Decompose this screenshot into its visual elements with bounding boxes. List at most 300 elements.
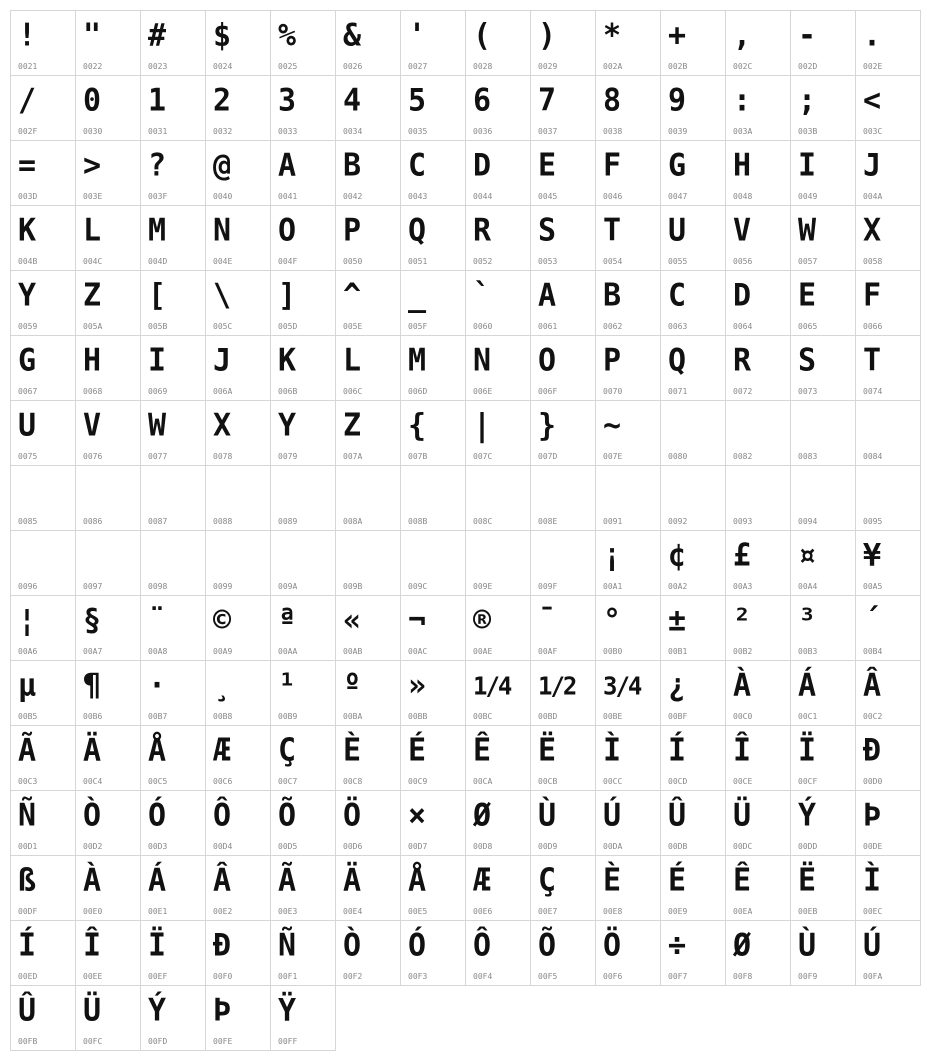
glyph-cell xyxy=(595,465,661,531)
glyph-codepoint: 0022 xyxy=(83,62,103,71)
glyph-codepoint: 00A4 xyxy=(798,582,818,591)
glyph-character: Y xyxy=(18,277,35,314)
glyph-codepoint: 0044 xyxy=(473,192,493,201)
glyph-cell xyxy=(140,725,206,791)
glyph-cell xyxy=(855,400,921,466)
glyph-character: ) xyxy=(538,17,555,54)
glyph-character: : xyxy=(733,82,750,119)
glyph-cell xyxy=(400,725,466,791)
glyph-codepoint: 00B1 xyxy=(668,647,688,656)
glyph-cell xyxy=(140,855,206,921)
glyph-cell xyxy=(270,465,336,531)
glyph-codepoint: 0078 xyxy=(213,452,233,461)
glyph-character: ¤ xyxy=(798,537,815,574)
glyph-character: ± xyxy=(668,602,685,639)
glyph-cell xyxy=(335,595,401,661)
glyph-character: W xyxy=(798,212,815,249)
glyph-cell xyxy=(725,140,791,206)
glyph-codepoint: 00B6 xyxy=(83,712,103,721)
glyph-codepoint: 00BC xyxy=(473,712,493,721)
glyph-codepoint: 00EC xyxy=(863,907,883,916)
glyph-cell xyxy=(140,920,206,986)
glyph-character: Z xyxy=(83,277,100,314)
glyph-character: P xyxy=(343,212,360,249)
glyph-cell xyxy=(855,270,921,336)
glyph-codepoint: 00AA xyxy=(278,647,298,656)
glyph-cell xyxy=(270,595,336,661)
glyph-codepoint: 006A xyxy=(213,387,233,396)
glyph-character: Á xyxy=(148,862,165,899)
glyph-character: Þ xyxy=(213,992,230,1029)
glyph-codepoint: 00BE xyxy=(603,712,623,721)
glyph-character: ³ xyxy=(798,602,815,639)
glyph-character: Ë xyxy=(538,732,555,769)
glyph-character: Ä xyxy=(83,732,100,769)
glyph-cell xyxy=(855,10,921,76)
glyph-codepoint: 00C3 xyxy=(18,777,38,786)
glyph-cell xyxy=(530,10,596,76)
glyph-cell xyxy=(335,855,401,921)
glyph-codepoint: 00F9 xyxy=(798,972,818,981)
glyph-cell xyxy=(270,725,336,791)
glyph-character: Đ xyxy=(863,732,880,769)
glyph-cell xyxy=(790,660,856,726)
glyph-cell xyxy=(400,10,466,76)
glyph-character: Ó xyxy=(148,797,165,834)
glyph-codepoint: 0058 xyxy=(863,257,883,266)
glyph-cell xyxy=(465,855,531,921)
glyph-cell xyxy=(660,725,726,791)
glyph-character: R xyxy=(473,212,490,249)
glyph-codepoint: 006F xyxy=(538,387,558,396)
glyph-cell xyxy=(270,75,336,141)
glyph-character: < xyxy=(863,82,880,119)
glyph-character: ] xyxy=(278,277,295,314)
glyph-character: I xyxy=(148,342,165,379)
glyph-character: M xyxy=(408,342,425,379)
glyph-cell xyxy=(595,725,661,791)
glyph-cell xyxy=(530,335,596,401)
glyph-codepoint: 00B0 xyxy=(603,647,623,656)
glyph-codepoint: 002B xyxy=(668,62,688,71)
glyph-cell xyxy=(660,660,726,726)
glyph-character: & xyxy=(343,17,360,54)
glyph-codepoint: 006B xyxy=(278,387,298,396)
glyph-codepoint: 00F3 xyxy=(408,972,428,981)
glyph-codepoint: 0026 xyxy=(343,62,363,71)
glyph-codepoint: 00D5 xyxy=(278,842,298,851)
glyph-cell xyxy=(660,790,726,856)
glyph-character: W xyxy=(148,407,165,444)
glyph-character: C xyxy=(408,147,425,184)
glyph-codepoint: 0038 xyxy=(603,127,623,136)
glyph-codepoint: 0051 xyxy=(408,257,428,266)
glyph-codepoint: 006C xyxy=(343,387,363,396)
glyph-character: A xyxy=(278,147,295,184)
glyph-cell xyxy=(595,400,661,466)
glyph-cell xyxy=(790,530,856,596)
glyph-cell xyxy=(725,725,791,791)
glyph-codepoint: 0036 xyxy=(473,127,493,136)
glyph-codepoint: 00AE xyxy=(473,647,493,656)
glyph-codepoint: 0075 xyxy=(18,452,38,461)
glyph-cell xyxy=(140,985,206,1051)
glyph-codepoint: 0023 xyxy=(148,62,168,71)
glyph-codepoint: 00CC xyxy=(603,777,623,786)
glyph-codepoint: 0053 xyxy=(538,257,558,266)
glyph-codepoint: 00C5 xyxy=(148,777,168,786)
glyph-codepoint: 00BB xyxy=(408,712,428,721)
glyph-character: - xyxy=(798,17,815,54)
glyph-cell xyxy=(595,530,661,596)
glyph-cell xyxy=(855,465,921,531)
glyph-codepoint: 0041 xyxy=(278,192,298,201)
glyph-cell xyxy=(205,335,271,401)
glyph-cell xyxy=(335,530,401,596)
glyph-cell xyxy=(465,270,531,336)
glyph-cell xyxy=(530,465,596,531)
glyph-cell xyxy=(140,10,206,76)
glyph-character: © xyxy=(213,602,230,639)
glyph-codepoint: 002E xyxy=(863,62,883,71)
glyph-codepoint: 00BD xyxy=(538,712,558,721)
glyph-character: E xyxy=(798,277,815,314)
glyph-cell xyxy=(725,920,791,986)
glyph-codepoint: 00B3 xyxy=(798,647,818,656)
glyph-cell xyxy=(75,790,141,856)
glyph-codepoint: 0089 xyxy=(278,517,298,526)
glyph-cell xyxy=(75,140,141,206)
glyph-character: ! xyxy=(18,17,35,54)
glyph-character: K xyxy=(278,342,295,379)
glyph-codepoint: 00CF xyxy=(798,777,818,786)
glyph-codepoint: 00D0 xyxy=(863,777,883,786)
glyph-cell xyxy=(465,75,531,141)
glyph-codepoint: 008C xyxy=(473,517,493,526)
glyph-character: Y xyxy=(278,407,295,444)
glyph-cell xyxy=(725,400,791,466)
glyph-codepoint: 004E xyxy=(213,257,233,266)
glyph-cell xyxy=(75,725,141,791)
glyph-codepoint: 00ED xyxy=(18,972,38,981)
glyph-codepoint: 0094 xyxy=(798,517,818,526)
glyph-character: " xyxy=(83,17,100,54)
glyph-cell xyxy=(660,595,726,661)
glyph-codepoint: 00EA xyxy=(733,907,753,916)
glyph-character: E xyxy=(538,147,555,184)
glyph-codepoint: 0024 xyxy=(213,62,233,71)
glyph-codepoint: 0033 xyxy=(278,127,298,136)
glyph-cell xyxy=(140,335,206,401)
glyph-codepoint: 00BA xyxy=(343,712,363,721)
glyph-cell xyxy=(465,595,531,661)
glyph-cell xyxy=(400,595,466,661)
glyph-cell xyxy=(335,790,401,856)
glyph-cell xyxy=(205,140,271,206)
glyph-cell xyxy=(270,335,336,401)
glyph-character: Ø xyxy=(473,797,490,834)
glyph-character: É xyxy=(408,732,425,769)
glyph-character: M xyxy=(148,212,165,249)
glyph-character: Ÿ xyxy=(278,992,295,1029)
glyph-codepoint: 00DE xyxy=(863,842,883,851)
glyph-codepoint: 004A xyxy=(863,192,883,201)
glyph-character: Ã xyxy=(18,732,35,769)
glyph-cell xyxy=(790,595,856,661)
glyph-codepoint: 005C xyxy=(213,322,233,331)
glyph-character: D xyxy=(733,277,750,314)
glyph-codepoint: 00DB xyxy=(668,842,688,851)
glyph-codepoint: 0054 xyxy=(603,257,623,266)
glyph-codepoint: 0093 xyxy=(733,517,753,526)
glyph-cell xyxy=(855,660,921,726)
glyph-cell xyxy=(530,205,596,271)
glyph-cell xyxy=(140,205,206,271)
glyph-cell xyxy=(400,920,466,986)
glyph-codepoint: 00E4 xyxy=(343,907,363,916)
glyph-codepoint: 00CE xyxy=(733,777,753,786)
glyph-codepoint: 0074 xyxy=(863,387,883,396)
glyph-cell xyxy=(790,465,856,531)
glyph-codepoint: 0029 xyxy=(538,62,558,71)
glyph-cell xyxy=(75,530,141,596)
glyph-character: 9 xyxy=(668,82,685,119)
glyph-codepoint: 00B9 xyxy=(278,712,298,721)
glyph-character: Æ xyxy=(213,732,230,769)
glyph-codepoint: 0083 xyxy=(798,452,818,461)
glyph-cell xyxy=(400,790,466,856)
glyph-cell xyxy=(530,920,596,986)
glyph-cell xyxy=(75,270,141,336)
glyph-character: ¡ xyxy=(603,537,620,574)
glyph-codepoint: 00B8 xyxy=(213,712,233,721)
glyph-cell xyxy=(530,270,596,336)
glyph-character: Î xyxy=(83,927,100,964)
glyph-codepoint: 0069 xyxy=(148,387,168,396)
glyph-character: Â xyxy=(863,667,880,704)
glyph-cell xyxy=(595,205,661,271)
glyph-codepoint: 00D8 xyxy=(473,842,493,851)
glyph-codepoint: 00BF xyxy=(668,712,688,721)
glyph-character: / xyxy=(18,82,35,119)
glyph-cell xyxy=(75,855,141,921)
glyph-codepoint: 00CB xyxy=(538,777,558,786)
glyph-character: È xyxy=(343,732,360,769)
glyph-character: Ò xyxy=(343,927,360,964)
glyph-codepoint: 003C xyxy=(863,127,883,136)
glyph-codepoint: 00EF xyxy=(148,972,168,981)
glyph-character: Ó xyxy=(408,927,425,964)
glyph-character: J xyxy=(863,147,880,184)
glyph-cell xyxy=(270,855,336,921)
glyph-character: Ö xyxy=(603,927,620,964)
glyph-codepoint: 00AF xyxy=(538,647,558,656)
glyph-character: Ï xyxy=(148,927,165,964)
glyph-cell xyxy=(400,335,466,401)
glyph-codepoint: 003F xyxy=(148,192,168,201)
glyph-cell xyxy=(140,75,206,141)
glyph-codepoint: 007B xyxy=(408,452,428,461)
glyph-cell xyxy=(335,660,401,726)
glyph-character: Ô xyxy=(213,797,230,834)
glyph-character: Å xyxy=(408,862,425,899)
glyph-codepoint: 0096 xyxy=(18,582,38,591)
glyph-character: £ xyxy=(733,537,750,574)
glyph-codepoint: 0068 xyxy=(83,387,103,396)
glyph-cell xyxy=(465,400,531,466)
glyph-cell xyxy=(530,75,596,141)
glyph-character: Ê xyxy=(473,732,490,769)
glyph-codepoint: 0059 xyxy=(18,322,38,331)
glyph-codepoint: 00F6 xyxy=(603,972,623,981)
glyph-codepoint: 00C1 xyxy=(798,712,818,721)
glyph-character: ² xyxy=(733,602,750,639)
glyph-cell xyxy=(790,75,856,141)
glyph-cell xyxy=(790,855,856,921)
glyph-cell xyxy=(140,270,206,336)
glyph-cell xyxy=(725,660,791,726)
glyph-character: [ xyxy=(148,277,165,314)
glyph-codepoint: 00FC xyxy=(83,1037,103,1046)
glyph-character: B xyxy=(603,277,620,314)
glyph-cell xyxy=(660,75,726,141)
glyph-character: S xyxy=(538,212,555,249)
glyph-codepoint: 00E7 xyxy=(538,907,558,916)
glyph-character: Ü xyxy=(83,992,100,1029)
glyph-codepoint: 005E xyxy=(343,322,363,331)
glyph-character: Q xyxy=(668,342,685,379)
glyph-codepoint: 00B7 xyxy=(148,712,168,721)
glyph-character: Û xyxy=(668,797,685,834)
glyph-character: Ò xyxy=(83,797,100,834)
glyph-codepoint: 0047 xyxy=(668,192,688,201)
glyph-character: J xyxy=(213,342,230,379)
glyph-cell xyxy=(725,790,791,856)
glyph-character: Ù xyxy=(538,797,555,834)
glyph-codepoint: 00E9 xyxy=(668,907,688,916)
glyph-character: § xyxy=(83,602,100,639)
glyph-cell xyxy=(140,140,206,206)
glyph-character: 5 xyxy=(408,82,425,119)
glyph-cell xyxy=(595,270,661,336)
glyph-codepoint: 00E6 xyxy=(473,907,493,916)
glyph-character: ® xyxy=(473,602,490,639)
glyph-cell xyxy=(725,530,791,596)
glyph-cell xyxy=(400,205,466,271)
glyph-cell xyxy=(855,855,921,921)
glyph-character: È xyxy=(603,862,620,899)
glyph-codepoint: 0060 xyxy=(473,322,493,331)
glyph-cell xyxy=(465,205,531,271)
glyph-character: Ç xyxy=(538,862,555,899)
glyph-codepoint: 00AB xyxy=(343,647,363,656)
glyph-character: ¥ xyxy=(863,537,880,574)
glyph-cell xyxy=(660,270,726,336)
glyph-codepoint: 00FA xyxy=(863,972,883,981)
glyph-codepoint: 00E1 xyxy=(148,907,168,916)
glyph-codepoint: 0070 xyxy=(603,387,623,396)
glyph-character: ° xyxy=(603,602,620,639)
glyph-cell xyxy=(10,10,76,76)
glyph-character: ` xyxy=(473,277,490,314)
glyph-character: Ì xyxy=(603,732,620,769)
glyph-cell xyxy=(75,335,141,401)
glyph-character: × xyxy=(408,797,425,834)
glyph-codepoint: 0065 xyxy=(798,322,818,331)
glyph-cell xyxy=(400,465,466,531)
glyph-character: Ì xyxy=(863,862,880,899)
glyph-codepoint: 00D3 xyxy=(148,842,168,851)
glyph-cell xyxy=(465,10,531,76)
glyph-codepoint: 00B2 xyxy=(733,647,753,656)
glyph-cell xyxy=(10,140,76,206)
glyph-codepoint: 00D1 xyxy=(18,842,38,851)
glyph-cell xyxy=(10,595,76,661)
glyph-codepoint: 00E8 xyxy=(603,907,623,916)
glyph-codepoint: 00F0 xyxy=(213,972,233,981)
glyph-character: ^ xyxy=(343,277,360,314)
glyph-cell xyxy=(335,335,401,401)
glyph-character: Í xyxy=(18,927,35,964)
glyph-cell xyxy=(790,400,856,466)
glyph-character: F xyxy=(603,147,620,184)
glyph-codepoint: 00EB xyxy=(798,907,818,916)
glyph-codepoint: 00D9 xyxy=(538,842,558,851)
glyph-codepoint: 003E xyxy=(83,192,103,201)
glyph-codepoint: 00F2 xyxy=(343,972,363,981)
glyph-character: , xyxy=(733,17,750,54)
glyph-character: « xyxy=(343,602,360,639)
glyph-codepoint: 0055 xyxy=(668,257,688,266)
glyph-character: Â xyxy=(213,862,230,899)
glyph-cell xyxy=(335,465,401,531)
glyph-cell xyxy=(270,660,336,726)
glyph-character: ¸ xyxy=(213,667,230,704)
glyph-character: } xyxy=(538,407,555,444)
glyph-character: A xyxy=(538,277,555,314)
glyph-cell xyxy=(465,920,531,986)
glyph-character: Å xyxy=(148,732,165,769)
glyph-codepoint: 0034 xyxy=(343,127,363,136)
glyph-character: H xyxy=(83,342,100,379)
glyph-codepoint: 009A xyxy=(278,582,298,591)
glyph-cell xyxy=(10,920,76,986)
glyph-character: Ü xyxy=(733,797,750,834)
glyph-character: ¯ xyxy=(538,602,555,639)
glyph-codepoint: 0061 xyxy=(538,322,558,331)
glyph-codepoint: 00A5 xyxy=(863,582,883,591)
glyph-cell xyxy=(660,465,726,531)
glyph-cell xyxy=(205,270,271,336)
glyph-character: Õ xyxy=(538,927,555,964)
glyph-codepoint: 00C8 xyxy=(343,777,363,786)
glyph-codepoint: 0056 xyxy=(733,257,753,266)
glyph-character: ¬ xyxy=(408,602,425,639)
glyph-cell xyxy=(725,335,791,401)
glyph-codepoint: 00A8 xyxy=(148,647,168,656)
glyph-cell xyxy=(205,790,271,856)
glyph-codepoint: 009B xyxy=(343,582,363,591)
glyph-cell xyxy=(855,140,921,206)
glyph-cell xyxy=(595,855,661,921)
glyph-codepoint: 0079 xyxy=(278,452,298,461)
glyph-cell xyxy=(205,855,271,921)
glyph-cell xyxy=(855,530,921,596)
glyph-cell xyxy=(725,10,791,76)
glyph-codepoint: 003B xyxy=(798,127,818,136)
glyph-codepoint: 008E xyxy=(538,517,558,526)
glyph-character: N xyxy=(213,212,230,249)
